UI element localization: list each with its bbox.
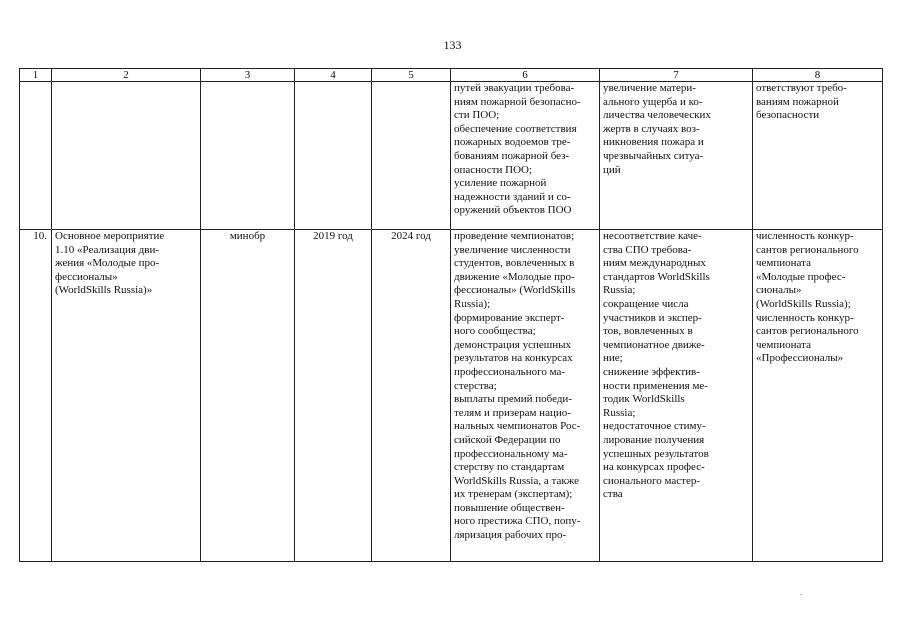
cell-text-line: движение «Молодые про- (454, 270, 575, 283)
cell-text-line: (WorldSkills Russia)» (55, 284, 153, 297)
cell-text-line: сти ПОО; (454, 109, 500, 122)
cell-text-line: чемпионатное движе- (603, 338, 705, 351)
cell-text-line: студентов, вовлеченных в (454, 257, 575, 270)
cell-text-line: сокращение числа (603, 297, 689, 310)
cell-text-line: (WorldSkills Russia); (756, 297, 851, 310)
cell-text-line: формирование эксперт- (454, 311, 565, 324)
scan-speck (800, 594, 802, 595)
cell-text-line: чемпионата (756, 257, 811, 270)
page-number: 133 (443, 38, 462, 52)
header-cell-3: 3 (201, 69, 295, 82)
cell-text-line: «Профессионалы» (756, 352, 844, 365)
cell-text-line: сантов регионального (756, 243, 859, 256)
cell-text-line: ства (603, 488, 623, 501)
cell-text-line: ние; (603, 352, 623, 365)
cell-text-line: пожарных водоемов тре- (454, 136, 571, 149)
row1-start-cell (295, 82, 372, 230)
cell-text-line: ности применения ме- (603, 379, 708, 392)
cell-text-line: недостаточное стиму- (603, 420, 706, 433)
cell-text-line: профессиональному ма- (454, 447, 568, 460)
cell-text-line: стерству по стандартам (454, 461, 565, 474)
cell-text-line: стандартов WorldSkills (603, 270, 710, 283)
cell-text-line: фессионалы» (WorldSkills (454, 284, 576, 297)
cell-text-line: ниям международных (603, 257, 706, 270)
cell-text-line: Основное мероприятие (55, 230, 165, 242)
header-cell-1: 1 (20, 69, 52, 82)
row1-consequences-cell (600, 82, 753, 230)
header-cell-2: 2 (52, 69, 201, 82)
cell-text-line: увеличение матери- (603, 82, 696, 94)
row2-measure-cell (52, 230, 201, 562)
header-row (20, 69, 883, 82)
row2-consequences-cell (600, 230, 753, 562)
row1-number-cell (20, 82, 52, 230)
row2-number-cell: 10. (20, 230, 52, 562)
row2-end-cell: 2024 год (372, 230, 451, 562)
cell-text-line: чрезвычайных ситуа- (603, 149, 704, 162)
cell-text-line: сийской Федерации по (454, 433, 561, 446)
cell-text-line: опасности ПОО; (454, 163, 533, 176)
row1-indicators-cell (753, 82, 883, 230)
cell-text-line: «Молодые профес- (756, 270, 846, 283)
row2-indicators-cell (753, 230, 883, 562)
cell-text-line: численность конкур- (756, 230, 854, 242)
cell-text-line: ответствуют требо- (756, 82, 847, 94)
cell-text-line: ства СПО требова- (603, 243, 692, 256)
header-cell-6: 6 (451, 69, 600, 82)
cell-text-line: бованиям пожарной без- (454, 149, 570, 162)
cell-text-line: лирование получения (603, 433, 705, 446)
header-cell-4: 4 (295, 69, 372, 82)
cell-text-line: снижение эффектив- (603, 365, 700, 378)
cell-text-line: участников и экспер- (603, 311, 702, 324)
cell-text-line: телям и призерам нацио- (454, 406, 571, 419)
cell-text-line: успешных результатов (603, 447, 709, 460)
header-cell-5: 5 (372, 69, 451, 82)
table-row (20, 82, 883, 230)
cell-text-line: 1.10 «Реализация дви- (55, 243, 159, 256)
cell-text-line: путей эвакуации требова- (454, 82, 575, 94)
cell-text-line: тодик WorldSkills (603, 393, 685, 406)
cell-text-line: жертв в случаях воз- (603, 122, 700, 135)
cell-text-line: сионалы» (756, 284, 802, 297)
cell-text-line: увеличение численности (454, 243, 571, 256)
cell-text-line: стерства; (454, 379, 497, 392)
cell-text-line: ного престижа СПО, попу- (454, 515, 581, 528)
cell-text-line: результатов на конкурсах (454, 352, 573, 365)
header-cell-7: 7 (600, 69, 753, 82)
cell-text-line: повышение обществен- (454, 501, 565, 514)
cell-text-line: численность конкур- (756, 311, 854, 324)
cell-text-line: на конкурсах профес- (603, 461, 705, 474)
cell-text-line: их тренерам (экспертам); (454, 488, 573, 501)
cell-text-line: ваниям пожарной (756, 95, 839, 108)
row2-results-cell (451, 230, 600, 562)
header-cell-8: 8 (753, 69, 883, 82)
cell-text-line: несоответствие каче- (603, 230, 702, 242)
row2-start-cell: 2019 год (295, 230, 372, 562)
cell-text-line: сантов регионального (756, 325, 859, 338)
row1-end-cell (372, 82, 451, 230)
row2-executor-cell: минобр (201, 230, 295, 562)
table-row (20, 230, 883, 562)
cell-text-line: оружений объектов ПОО (454, 204, 572, 217)
cell-text-line: фессионалы» (55, 270, 118, 283)
cell-text-line: профессионального ма- (454, 365, 565, 378)
cell-text-line: ляризация рабочих про- (454, 529, 567, 542)
cell-text-line: обеспечение соответствия (454, 122, 577, 135)
cell-text-line: личества человеческих (603, 109, 711, 122)
cell-text-line: выплаты премий победи- (454, 393, 572, 406)
measures-table (19, 68, 883, 562)
cell-text-line: никновения пожара и (603, 136, 704, 149)
cell-text-line: ций (603, 163, 621, 176)
cell-text-line: Russia; (603, 406, 636, 419)
row1-measure-cell (52, 82, 201, 230)
cell-text-line: проведение чемпионатов; (454, 230, 575, 242)
row1-results-cell (451, 82, 600, 230)
cell-text-line: надежности зданий и со- (454, 190, 571, 203)
cell-text-line: демонстрация успешных (454, 338, 572, 351)
cell-text-line: Russia); (454, 297, 491, 310)
cell-text-line: Russia; (603, 284, 636, 297)
cell-text-line: чемпионата (756, 338, 811, 351)
cell-text-line: ного сообщества; (454, 325, 536, 338)
cell-text-line: нальных чемпионатов Рос- (454, 420, 581, 433)
cell-text-line: ниям пожарной безопасно- (454, 95, 581, 108)
cell-text-line: жения «Молодые про- (55, 257, 160, 270)
cell-text-line: усиление пожарной (454, 177, 547, 190)
row1-executor-cell (201, 82, 295, 230)
cell-text-line: безопасности (756, 109, 820, 122)
cell-text-line: ального ущерба и ко- (603, 95, 703, 108)
cell-text-line: тов, вовлеченных в (603, 325, 693, 338)
cell-text-line: сионального мастер- (603, 474, 701, 487)
cell-text-line: WorldSkills Russia, а также (454, 474, 580, 487)
